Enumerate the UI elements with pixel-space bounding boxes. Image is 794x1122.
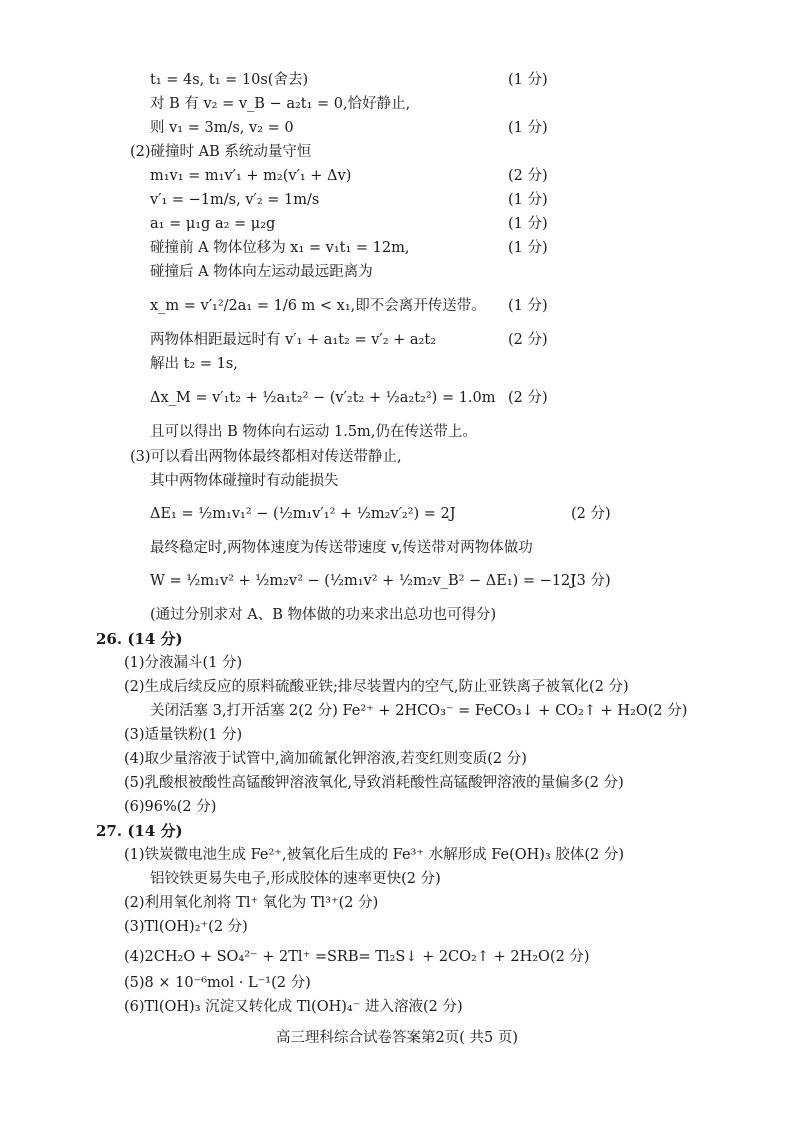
answer-line: (6)Tl(OH)₃ 沉淀又转化成 Tl(OH)₄⁻ 进入溶液(2 分) xyxy=(124,999,463,1015)
answer-line: Δx_M = v′₁t₂ + ½a₁t₂² − (v′₂t₂ + ½a₂t₂²) = 1.0m xyxy=(150,390,496,406)
answer-line: 关闭活塞 3,打开活塞 2(2 分) Fe²⁺ + 2HCO₃⁻ = FeCO₃↓ + CO₂↑ + H₂O(2 分) xyxy=(150,703,688,719)
answer-line: 碰撞后 A 物体向左运动最远距离为 xyxy=(150,264,373,280)
answer-line: m₁v₁ = m₁v′₁ + m₂(v′₁ + Δv) xyxy=(150,168,352,184)
answer-line: (3)适量铁粉(1 分) xyxy=(124,727,243,743)
answer-line: (3)可以看出两物体最终都相对传送带静止, xyxy=(130,449,402,465)
answer-line: (4)取少量溶液于试管中,滴加硫氰化钾溶液,若变红则变质(2 分) xyxy=(124,751,527,767)
answer-line: (1)分液漏斗(1 分) xyxy=(124,655,243,671)
answer-line: (3)Tl(OH)₂⁺(2 分) xyxy=(124,919,248,935)
answer-line: (6)96%(2 分) xyxy=(124,799,217,815)
answer-line: 其中两物体碰撞时有动能损失 xyxy=(150,473,339,489)
answer-line: (通过分别求对 A、B 物体做的功来求出总功也可得分) xyxy=(150,607,497,623)
answer-line: (2)碰撞时 AB 系统动量守恒 xyxy=(130,144,312,160)
answer-line: 铝铰铁更易失电子,形成胶体的速率更快(2 分) xyxy=(150,871,441,887)
answer-line: (1)铁炭微电池生成 Fe²⁺,被氧化后生成的 Fe³⁺ 水解形成 Fe(OH)₃ 胶体(2 分) xyxy=(124,847,624,863)
answer-line: (2)利用氧化剂将 Tl⁺ 氧化为 Tl³⁺(2 分) xyxy=(124,895,379,911)
score-label: (1 分) xyxy=(508,216,548,232)
score-label: (2 分) xyxy=(508,332,548,348)
score-label: (1 分) xyxy=(508,298,548,314)
question-heading: 27. (14 分) xyxy=(96,822,183,840)
score-label: (2 分) xyxy=(508,168,548,184)
score-label: (3 分) xyxy=(571,573,611,589)
score-label: (1 分) xyxy=(508,72,548,88)
answer-line: 最终稳定时,两物体速度为传送带速度 v,传送带对两物体做功 xyxy=(150,540,533,556)
answer-line: 则 v₁ = 3m/s, v₂ = 0 xyxy=(150,120,294,136)
answer-line: 且可以得出 B 物体向右运动 1.5m,仍在传送带上。 xyxy=(150,424,477,440)
answer-line: 两物体相距最远时有 v′₁ + a₁t₂ = v′₂ + a₂t₂ xyxy=(150,332,436,348)
score-label: (1 分) xyxy=(508,120,548,136)
answer-line: 对 B 有 v₂ = v_B − a₂t₁ = 0,恰好静止, xyxy=(150,96,411,112)
score-label: (1 分) xyxy=(508,240,548,256)
answer-line: (4)2CH₂O + SO₄²⁻ + 2Tl⁺ =SRB= Tl₂S↓ + 2CO₂↑ + 2H₂O(2 分) xyxy=(124,949,590,965)
answer-line: W = ½m₁v² + ½m₂v² − (½m₁v² + ½m₂v_B² − ΔE₁) = −12J xyxy=(150,573,577,589)
answer-line: (5)8 × 10⁻⁶mol · L⁻¹(2 分) xyxy=(124,975,311,991)
answer-line: x_m = v′₁²/2a₁ = 1/6 m < x₁,即不会离开传送带。 xyxy=(150,298,486,314)
score-label: (2 分) xyxy=(508,390,548,406)
page-footer: 高三理科综合试卷答案第2页( 共5 页) xyxy=(276,1030,518,1046)
score-label: (2 分) xyxy=(571,506,611,522)
answer-line: 碰撞前 A 物体位移为 x₁ = v₁t₁ = 12m, xyxy=(150,240,410,256)
answer-line: t₁ = 4s, t₁ = 10s(舍去) xyxy=(150,72,309,88)
score-label: (1 分) xyxy=(508,192,548,208)
question-heading: 26. (14 分) xyxy=(96,630,183,648)
answer-line: (5)乳酸根被酸性高锰酸钾溶液氧化,导致消耗酸性高锰酸钾溶液的量偏多(2 分) xyxy=(124,775,624,791)
answer-line: 解出 t₂ = 1s, xyxy=(150,356,238,372)
answer-line: a₁ = μ₁g a₂ = μ₂g xyxy=(150,216,276,232)
answer-line: ΔE₁ = ½m₁v₁² − (½m₁v′₁² + ½m₂v′₂²) = 2J xyxy=(150,506,456,522)
answer-line: (2)生成后续反应的原料硫酸亚铁;排尽装置内的空气,防止亚铁离子被氧化(2 分) xyxy=(124,679,629,695)
answer-line: v′₁ = −1m/s, v′₂ = 1m/s xyxy=(150,192,320,208)
